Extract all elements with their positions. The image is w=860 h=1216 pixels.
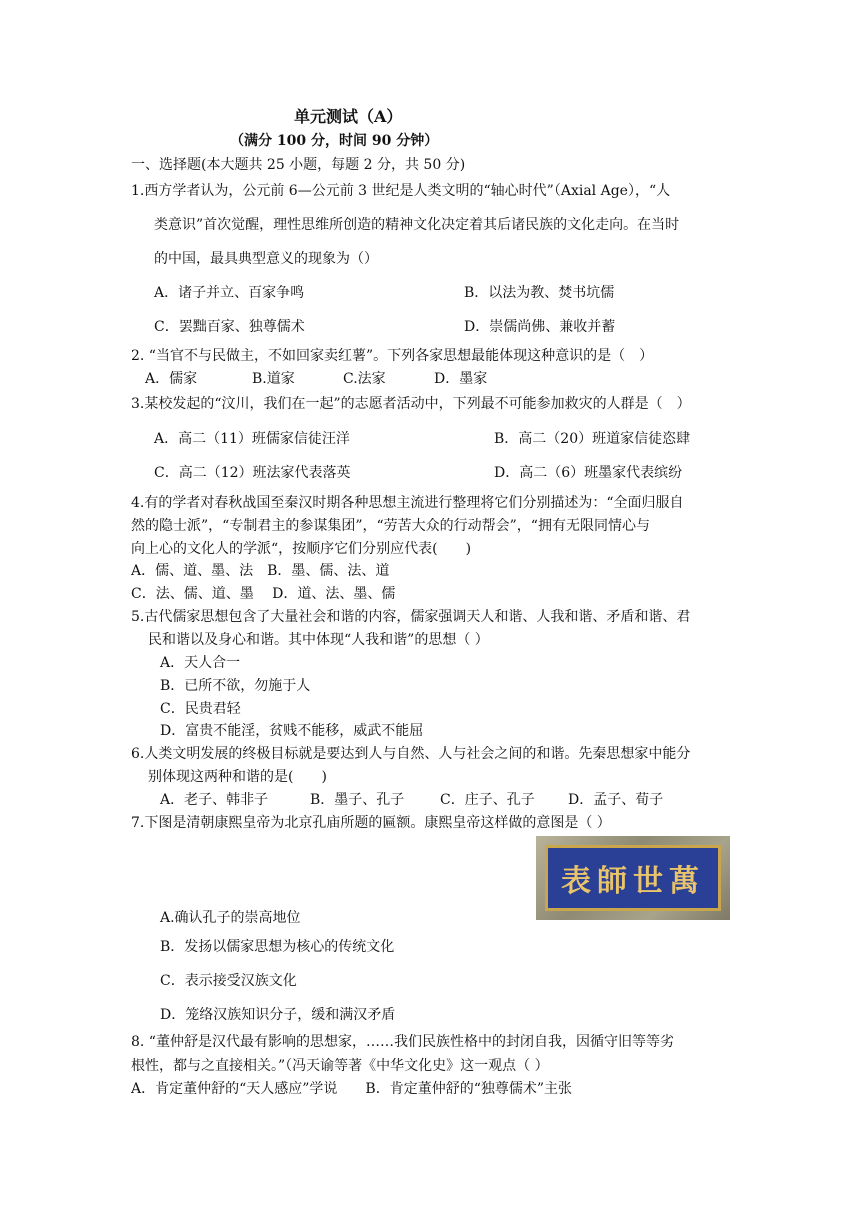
q1-option-d: D．崇儒尚佛、兼收并蓄 bbox=[464, 319, 616, 335]
q2-option-c: C.法家 bbox=[343, 371, 386, 387]
q3-option-c: C．高二（12）班法家代表落英 bbox=[154, 465, 351, 481]
q7-option-c: C．表示接受汉族文化 bbox=[160, 973, 297, 989]
q5-stem-line1: 5.古代儒家思想包含了大量社会和谐的内容，儒家强调天人和谐、人我和谐、矛盾和谐、君 bbox=[131, 609, 691, 625]
plaque-inscription: 表師世萬 bbox=[545, 845, 721, 911]
q6-stem-line1: 6.人类文明发展的终极目标就是要达到人与自然、人与社会之间的和谐。先秦思想家中能分 bbox=[131, 746, 691, 762]
q4-stem-line1: 4.有的学者对春秋战国至秦汉时期各种思想主流进行整理将它们分别描述为：“全面归服自 bbox=[131, 495, 684, 511]
q3-stem: 3.某校发起的“汶川，我们在一起”的志愿者活动中，下列最不可能参加救灾的人群是（ ） bbox=[131, 396, 691, 412]
q4-stem-line3: 向上心的文化人的学派“，按顺序它们分别应代表( ) bbox=[131, 541, 472, 557]
q6-option-c: C．庄子、孔子 bbox=[440, 792, 535, 808]
q2-stem: 2. “当官不与民做主，不如回家卖红薯”。下列各家思想最能体现这种意识的是（ ） bbox=[131, 348, 654, 364]
q5-option-d: D．富贵不能淫，贫贱不能移，威武不能屈 bbox=[160, 723, 424, 739]
q3-option-a: A．高二（11）班儒家信徒汪洋 bbox=[154, 431, 350, 447]
kangxi-plaque-image bbox=[536, 836, 730, 920]
q2-option-b: B.道家 bbox=[252, 371, 295, 387]
q5-stem-line2: 民和谐以及身心和谐。其中体现“人我和谐”的思想（ ） bbox=[148, 632, 489, 648]
q1-option-c: C．罢黜百家、独尊儒术 bbox=[154, 319, 305, 335]
q1-option-b: B．以法为教、焚书坑儒 bbox=[464, 285, 615, 301]
q6-stem-line2: 别体现这两种和谐的是( ) bbox=[148, 769, 327, 785]
q3-option-d: D．高二（6）班墨家代表缤纷 bbox=[494, 465, 683, 481]
q5-option-c: C．民贵君轻 bbox=[160, 701, 241, 717]
q4-stem-line2: 然的隐士派”，“专制君主的参谋集团”，“劳苦大众的行动帮会”，“拥有无限同情心与 bbox=[131, 518, 650, 534]
q2-option-d: D．墨家 bbox=[434, 371, 488, 387]
q2-option-a: A．儒家 bbox=[145, 371, 198, 387]
q1-stem-line2: 类意识”首次觉醒，理性思维所创造的精神文化决定着其后诸民族的文化走向。在当时 bbox=[154, 217, 680, 233]
q8-stem-line1: 8. “董仲舒是汉代最有影响的思想家，……我们民族性格中的封闭自我，因循守旧等等劣 bbox=[131, 1034, 674, 1050]
q7-option-b: B．发扬以儒家思想为核心的传统文化 bbox=[160, 939, 395, 955]
q8-stem-line2: 根性，都与之直接相关。”（冯天谕等著《中华文化史》这一观点（ ） bbox=[131, 1058, 549, 1074]
q1-stem-line1: 1.西方学者认为，公元前 6—公元前 3 世纪是人类文明的“轴心时代”（Axial Age），“人 bbox=[131, 183, 671, 199]
q1-option-a: A．诸子并立、百家争鸣 bbox=[154, 285, 305, 301]
q4-options-row1: A．儒、道、墨、法 B．墨、儒、法、道 bbox=[131, 563, 390, 579]
q8-options-row1: A．肯定董仲舒的“天人感应”学说 B．肯定董仲舒的“独尊儒术”主张 bbox=[131, 1081, 573, 1097]
q6-option-a: A．老子、韩非子 bbox=[160, 792, 269, 808]
q5-option-b: B．已所不欲，勿施于人 bbox=[160, 678, 311, 694]
q6-option-b: B．墨子、孔子 bbox=[310, 792, 405, 808]
q1-stem-line3: 的中国，最具典型意义的现象为（） bbox=[154, 251, 378, 267]
q6-option-d: D．孟子、荀子 bbox=[568, 792, 664, 808]
q5-option-a: A．天人合一 bbox=[160, 655, 241, 671]
q3-option-b: B．高二（20）班道家信徒恣肆 bbox=[494, 431, 691, 447]
q7-option-d: D．笼络汉族知识分子，缓和满汉矛盾 bbox=[160, 1007, 396, 1023]
page-title: 单元测试（A） bbox=[294, 107, 403, 126]
q7-stem: 7.下图是清朝康熙皇帝为北京孔庙所题的匾额。康熙皇帝这样做的意图是（ ） bbox=[131, 815, 611, 831]
section-heading: 一、选择题(本大题共 25 小题，每题 2 分，共 50 分) bbox=[131, 157, 466, 173]
q4-options-row2: C．法、儒、道、墨 D．道、法、墨、儒 bbox=[131, 586, 396, 602]
page-subtitle: （满分 100 分，时间 90 分钟） bbox=[230, 133, 439, 149]
q7-option-a: A.确认孔子的崇高地位 bbox=[160, 910, 301, 926]
